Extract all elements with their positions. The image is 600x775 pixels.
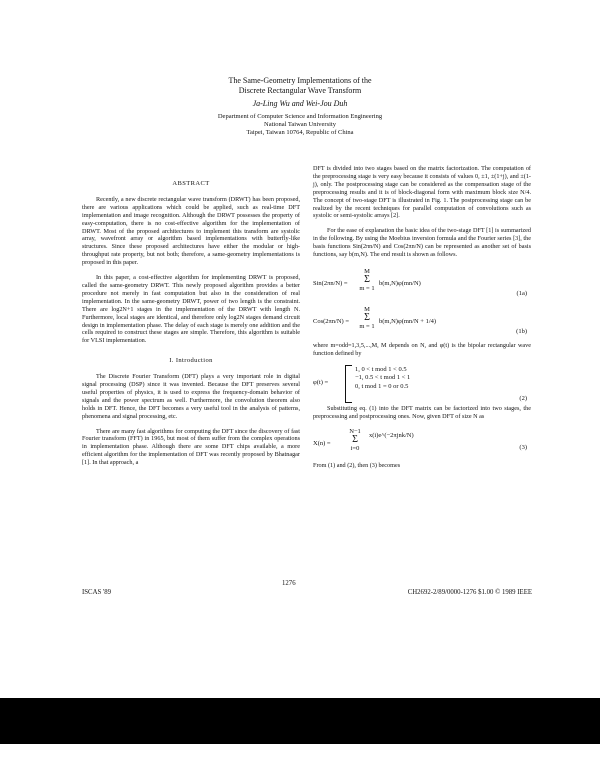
- eq2-rhs: b(m,N)φ(mn/N + 1/4): [379, 317, 437, 325]
- paper-affiliation: [150, 113, 450, 137]
- eq3-case-3: 0, t mod 1 = 0 or 0.5: [355, 382, 409, 390]
- eq2-lhs: Cos(2πn/N) =: [313, 317, 350, 325]
- left-column: [82, 180, 300, 474]
- affiliation-line-1: Department of Computer Science and Information Engineering: [217, 113, 383, 120]
- eq4-upper-limit: N−1: [349, 427, 361, 435]
- eq3-cases: [355, 366, 410, 392]
- body-paragraph-5: From (1) and (2), then (3) becomes: [313, 461, 401, 469]
- eq4-lower-limit: i=0: [350, 444, 360, 452]
- conference-label: ISCAS '89: [82, 589, 111, 596]
- abstract-paragraph-1: Recently, a new discrete rectangular wave transform (DRWT) has been proposed, there are various applications which could be applied, such as real-time DFT implementation and image recognition. Although the DRWT possesses the property of easy-computation, there is no cost-effective algorithm for the implementation of DRWT. Most of the proposed architectures to implement this transform are systolic array, wavefront array or algorithm based implementations with butterfly-like structures. Since these proposed architectures have either the modular or high-throughput rate property, but not both; therefore, a same-geometry implementations is proposed in this paper.: [82, 195, 300, 267]
- eq4-rhs: x(i)e^(−2πjnk/N): [369, 431, 414, 439]
- introduction-heading: I. Introduction: [169, 357, 213, 365]
- paper-title: [150, 76, 450, 96]
- body-paragraph-2: For the ease of explanation the basic idea of the two-stage DFT [1] is summarized in the following. By using the Moebius inversion formula and the Fourier series [3], the basis functions Sin(2πn/N) and Cos(2πn/N) can be represented as another set of basis functions, say b(m,N). The end result is shown as follows.: [313, 227, 531, 259]
- eq2-sigma: Σ: [364, 311, 370, 323]
- intro-paragraph-2: There are many fast algorithms for computing the DFT since the discovery of fast Fourier transform (FFT) in 1965, but most of them suffer from the complex operations in implementation phase. Although there are some DFT chips available, a more efficient algorithm for the implementation of DFT was recently proposed by Bhatnagar [1]. In that approach, a: [82, 427, 300, 467]
- eq1-upper-limit: M: [364, 267, 370, 275]
- abstract-heading: ABSTRACT: [172, 180, 210, 187]
- eq1-rhs: b(m,N)φ(mn/N): [379, 279, 421, 287]
- body-paragraph-1: DFT is divided into two stages based on the matrix factorization. The computation of the preprocessing stage is very easy because it consists of values 0, ±1, ±(1+j), and ±(1-j), only. The postprocessing stage can be considered as the compensation stage of the preprocessing results and it is of block-diagonal form with maximum block size N/4. The concept of two-stage DFT is illustrated in Fig. 1. The postprocessing stage can be realized by the recent techniques for parallel computation of convolutions such as systolic or semi-systolic arrays [2].: [313, 165, 531, 220]
- eq4-summation: [343, 428, 367, 453]
- eq4-lhs: X(n) =: [313, 439, 331, 447]
- eq2-summation: [355, 306, 379, 331]
- eq2-label: (1b): [516, 327, 527, 335]
- body-paragraph-4: Substituting eq. (1) into the DFT matrix can be factorized into two stages, the preprocessing and postprocessing ones. Now, given DFT of size N as: [313, 404, 531, 420]
- equation-1b: [313, 304, 531, 342]
- copyright-notice: CH2692-2/89/0000-1276 $1.00 © 1989 IEEE: [407, 589, 532, 596]
- paper-authors: Ja-Ling Wu and Wei-Jou Duh: [252, 99, 348, 108]
- eq3-case-2: −1, 0.5 < t mod 1 < 1: [355, 374, 411, 382]
- equation-3: [313, 428, 531, 462]
- eq3-label: (2): [519, 394, 527, 402]
- page-number: 1276: [282, 580, 296, 587]
- eq2-upper-limit: M: [364, 305, 370, 313]
- eq1-sigma: Σ: [364, 273, 370, 285]
- eq3-brace: [345, 365, 352, 403]
- affiliation-line-3: Taipei, Taiwan 10764, Republic of China: [246, 129, 354, 136]
- title-line-2: Discrete Rectangular Wave Transform: [238, 86, 362, 95]
- eq2-lower-limit: m = 1: [359, 322, 375, 330]
- body-paragraph-3: where m=odd=1,3,5,...,M, M depends on N, and φ(t) is the bipolar rectangular wave function defined by: [313, 341, 531, 357]
- eq1-lower-limit: m = 1: [359, 284, 375, 292]
- eq1-summation: [355, 268, 379, 293]
- eq1-lhs: Sin(2πn/N) =: [313, 279, 348, 287]
- equation-2: [313, 365, 531, 405]
- eq4-label: (3): [519, 443, 527, 451]
- intro-paragraph-1: The Discrete Fourier Transform (DFT) plays a very important role in digital signal processing (DSP) since it was invented. Because the DFT preserves several useful properties of physics, it is used to express the frequency-domain behavior of signals and the power spectrum as well. Furthermore, the convolution theorem also holds in DFT. Hence, the DFT becomes a very useful tool in the analysis of patterns, phenomena and signal processing, etc.: [82, 373, 300, 420]
- equation-1a: [313, 266, 531, 304]
- title-line-1: The Same-Geometry Implementations of the: [228, 76, 372, 85]
- eq3-lhs: φ(t) =: [313, 378, 329, 386]
- eq1-label: (1a): [516, 289, 527, 297]
- eq3-case-1: 1, 0 < t mod 1 < 0.5: [355, 365, 407, 373]
- abstract-paragraph-2: In this paper, a cost-effective algorithm for implementing DRWT is proposed, called the same-geometry DRWT. This newly proposed algorithm provides a better procedure not merely in fast computation but also in the consideration of real implementation. In the same-geometry DRWT, power of two length is the constraint. There are log2N+1 stages in the implementation of the DRWT with length N. Furthermore, local stages are identical, and therefore only log2N stages demand circuit design in implementation phase. The delay of each stage is merely one addition and the cells required to construct these stages are simple. Therefore, this algorithm is suitable for VLSI implementation.: [82, 274, 300, 345]
- right-column: [313, 165, 531, 477]
- eq4-sigma: Σ: [352, 433, 358, 445]
- scan-border-bar: [0, 698, 600, 744]
- affiliation-line-2: National Taiwan University: [264, 121, 336, 128]
